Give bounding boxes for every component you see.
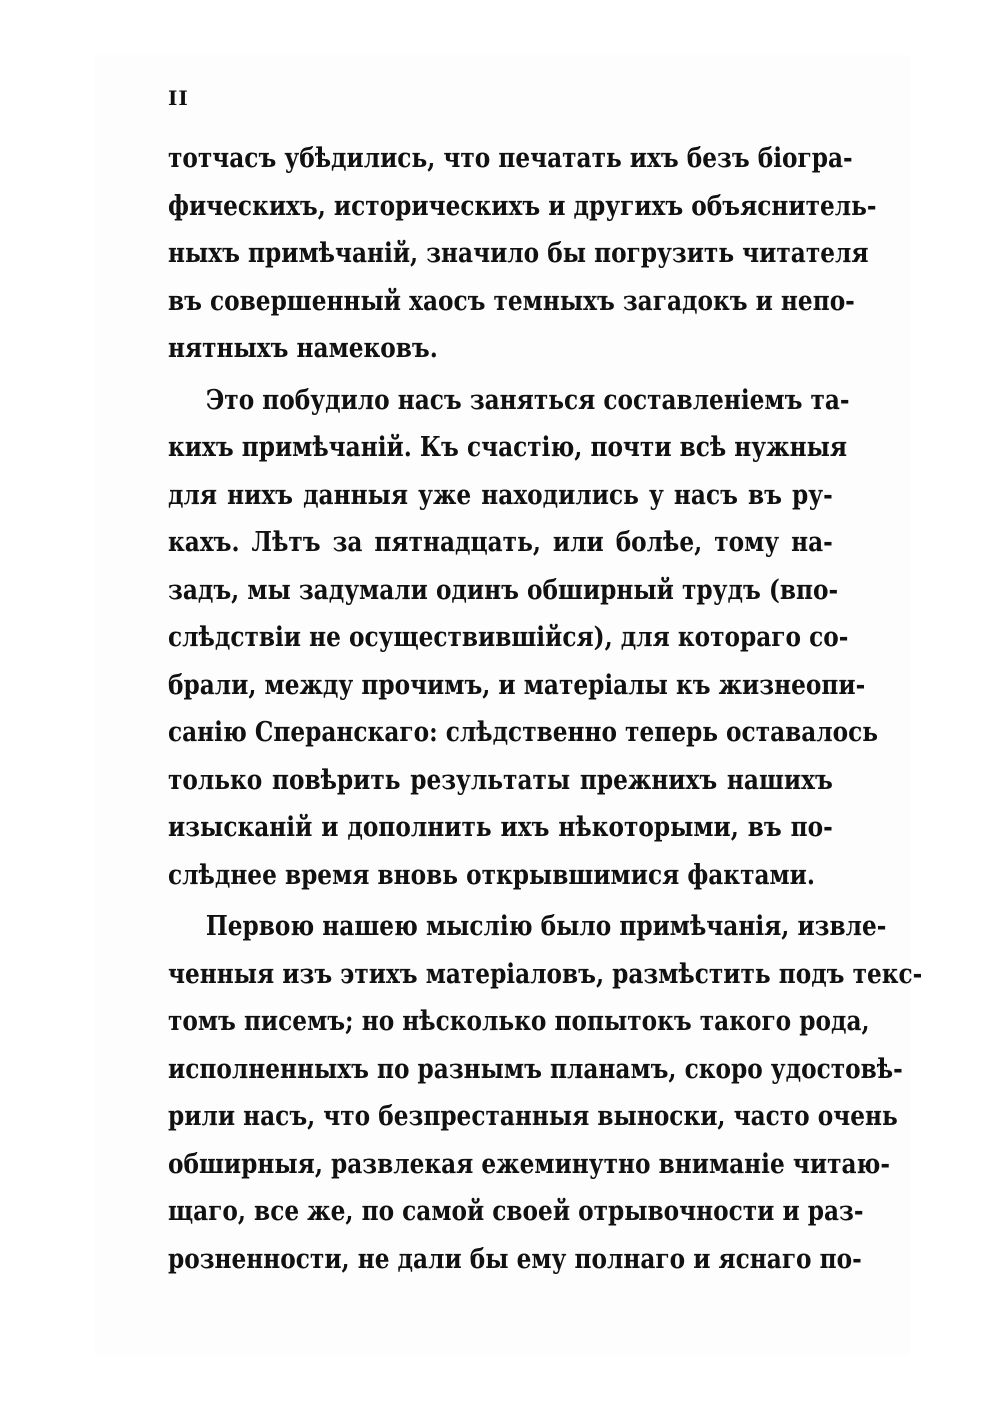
text-line: въ совершенный хаосъ темныхъ загадокъ и непо- — [168, 285, 855, 317]
page-number: II — [168, 86, 189, 110]
text-line: Это побудило насъ заняться составленіемъ та- — [205, 384, 850, 416]
text-line: санію Сперанскаго: слѣдственно теперь оставалось — [168, 717, 879, 748]
text-line: только повѣрить результаты прежнихъ нашихъ — [168, 764, 833, 796]
text-line: ченныя изъ этихъ матеріаловъ, размѣстить подъ текс- — [168, 958, 923, 990]
text-line: розненности, не дали бы ему полнаго и яснаго по- — [168, 1243, 862, 1275]
text-line: щаго, все же, по самой своей отрывочности и раз- — [168, 1196, 864, 1227]
text-line: исполненныхъ по разнымъ планамъ, скоро удостовѣ- — [168, 1053, 903, 1085]
text-line: нятныхъ намековъ. — [168, 333, 438, 364]
body-text — [168, 140, 923, 1288]
text-line: изысканій и дополнить ихъ нѣкоторыми, въ по- — [168, 812, 833, 843]
text-line: фическихъ, историческихъ и другихъ объяснитель- — [168, 190, 877, 222]
text-line: задъ, мы задумали одинъ обширный трудъ (впо- — [168, 574, 839, 606]
text-line: кахъ. Лѣтъ за пятнадцать, или болѣе, тому на- — [168, 527, 833, 558]
text-line: обширныя, развлекая ежеминутно вниманіе читаю- — [168, 1148, 890, 1180]
text-line: слѣднее время вновь открывшимися фактами. — [168, 859, 815, 891]
text-line: брали, между прочимъ, и матеріалы къ жизнеопи- — [168, 669, 866, 701]
text-line: рили насъ, что безпрестанныя выноски, часто очень — [168, 1101, 898, 1132]
text-line: для нихъ данныя уже находились у насъ въ ру- — [168, 479, 833, 511]
text-line: тотчасъ убѣдились, что печатать ихъ безъ біогра- — [168, 143, 853, 174]
text-line: томъ писемъ; но нѣсколько попытокъ такого рода, — [168, 1006, 870, 1037]
text-line: ныхъ примѣчаній, значило бы погрузить читателя — [168, 238, 869, 269]
text-line: кихъ примѣчаній. Къ счастію, почти всѣ нужныя — [168, 432, 848, 463]
text-line: слѣдствіи не осуществившійся), для котораго со- — [168, 622, 849, 653]
text-line: Первою нашею мыслію было примѣчанія, извле- — [205, 911, 887, 942]
